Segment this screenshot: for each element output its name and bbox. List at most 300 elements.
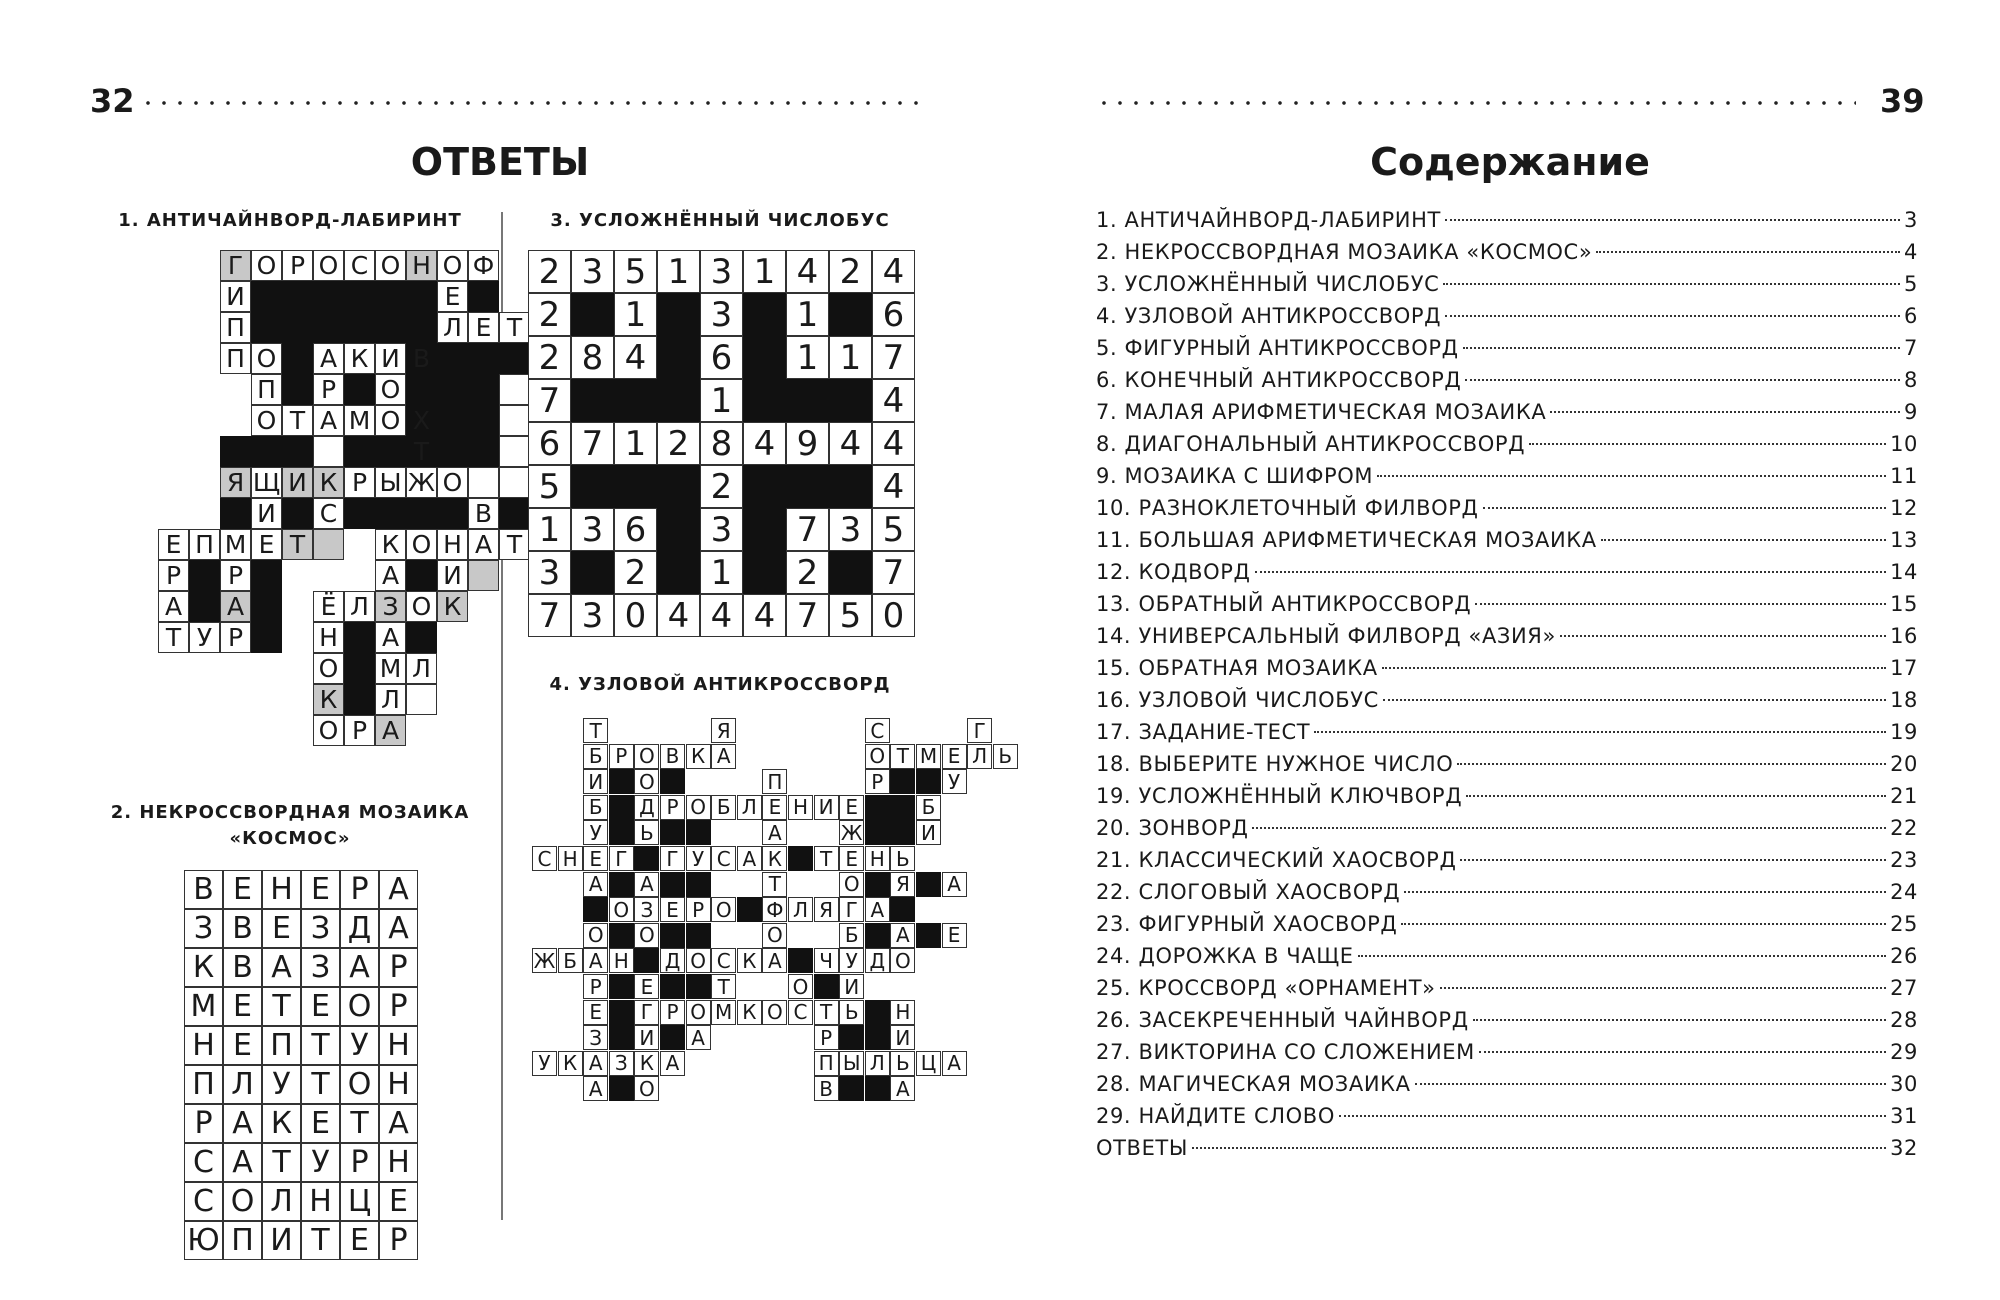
letter-cell: Ь [634, 820, 659, 845]
letter-cell: У [532, 1051, 557, 1076]
letter-cell: Е [762, 795, 787, 820]
toc-leader-dots [1440, 987, 1886, 989]
letter-cell: Л [223, 1065, 262, 1104]
toc-entry-title: 4. УЗЛОВОЙ АНТИКРОССВОРД [1096, 304, 1442, 328]
toc-entry-page: 24 [1890, 880, 1918, 904]
toc-leader-dots [1339, 1115, 1886, 1117]
toc-entry[interactable] [1096, 880, 1918, 912]
letter-cell: Р [660, 1000, 685, 1025]
letter-cell: З [634, 897, 659, 922]
letter-cell: Н [379, 1143, 418, 1182]
letter-cell: Д [340, 909, 379, 948]
letter-cell: А [942, 1051, 967, 1076]
letter-cell: Н [865, 846, 890, 871]
toc-entry[interactable] [1096, 336, 1918, 368]
toc-entry-title: 8. ДИАГОНАЛЬНЫЙ АНТИКРОССВОРД [1096, 432, 1526, 456]
toc-entry-page: 31 [1890, 1104, 1918, 1128]
letter-cell: Ь [890, 1051, 915, 1076]
letter-cell: Р [344, 715, 375, 746]
toc-entry[interactable] [1096, 208, 1918, 240]
letter-cell: О [251, 343, 282, 374]
table-of-contents [1096, 208, 1918, 1168]
toc-entry[interactable] [1096, 1104, 1918, 1136]
letter-cell: К [737, 948, 762, 973]
letter-cell: А [583, 1076, 608, 1101]
digit-cell: 4 [614, 336, 657, 379]
letter-cell: И [890, 1025, 915, 1050]
digit-cell: 1 [829, 336, 872, 379]
letter-cell: А [375, 715, 406, 746]
toc-entry-title: 17. ЗАДАНИЕ-ТЕСТ [1096, 720, 1311, 744]
letter-cell: Р [583, 974, 608, 999]
letter-cell: О [634, 744, 659, 769]
digit-cell: 3 [700, 508, 743, 551]
black-cell [657, 293, 700, 336]
digit-cell: 6 [700, 336, 743, 379]
toc-entry[interactable] [1096, 400, 1918, 432]
black-cell [282, 312, 313, 343]
black-cell [406, 312, 437, 343]
letter-cell: Л [788, 897, 813, 922]
letter-cell [313, 529, 344, 560]
black-cell [788, 846, 813, 871]
toc-entry-page: 32 [1890, 1136, 1918, 1160]
black-cell [609, 1076, 634, 1101]
letter-cell: И [634, 1025, 659, 1050]
black-cell [220, 498, 251, 529]
letter-cell: Ц [916, 1051, 941, 1076]
toc-entry-title: 20. ЗОНВОРД [1096, 816, 1249, 840]
black-cell [657, 508, 700, 551]
toc-entry-page: 22 [1890, 816, 1918, 840]
digit-cell: 5 [829, 594, 872, 637]
black-cell [890, 820, 915, 845]
toc-entry-title: 10. РАЗНОКЛЕТОЧНЫЙ ФИЛВОРД [1096, 496, 1479, 520]
letter-cell: Е [468, 312, 499, 343]
letter-cell: Т [711, 974, 736, 999]
toc-entry[interactable] [1096, 944, 1918, 976]
letter-cell: Е [437, 281, 468, 312]
letter-cell: А [375, 560, 406, 591]
digit-cell: 4 [872, 465, 915, 508]
black-cell [313, 312, 344, 343]
toc-leader-dots [1252, 827, 1886, 829]
black-cell [865, 1000, 890, 1025]
letter-cell: Е [223, 1026, 262, 1065]
letter-cell: А [942, 872, 967, 897]
black-cell [437, 405, 468, 436]
toc-entry-page: 25 [1890, 912, 1918, 936]
black-cell [657, 551, 700, 594]
black-cell [344, 281, 375, 312]
black-cell [743, 293, 786, 336]
toc-entry[interactable] [1096, 528, 1918, 560]
letter-cell: Н [379, 1026, 418, 1065]
letter-cell: З [609, 1051, 634, 1076]
letter-cell: Р [220, 560, 251, 591]
letter-cell: С [184, 1143, 223, 1182]
black-cell [660, 1025, 685, 1050]
black-cell [743, 551, 786, 594]
letter-cell: В [223, 909, 262, 948]
letter-cell: В [814, 1076, 839, 1101]
digit-cell: 3 [528, 551, 571, 594]
letter-cell: О [313, 715, 344, 746]
digit-cell: 2 [786, 551, 829, 594]
digit-cell: 1 [614, 422, 657, 465]
digit-cell: 3 [571, 250, 614, 293]
letter-cell: Т [301, 1065, 340, 1104]
letter-cell: С [711, 948, 736, 973]
toc-entry[interactable] [1096, 752, 1918, 784]
toc-leader-dots [1460, 859, 1886, 861]
black-cell [786, 379, 829, 422]
digit-cell: 4 [743, 594, 786, 637]
digit-cell: 7 [786, 594, 829, 637]
black-cell [344, 312, 375, 343]
letter-cell: Л [737, 795, 762, 820]
black-cell [865, 795, 890, 820]
letter-cell: А [220, 591, 251, 622]
letter-cell: Т [499, 529, 530, 560]
answers-title: ОТВЕТЫ [410, 140, 590, 184]
black-cell [571, 465, 614, 508]
letter-cell: У [839, 948, 864, 973]
digit-cell: 1 [657, 250, 700, 293]
black-cell [437, 374, 468, 405]
black-cell [865, 1025, 890, 1050]
letter-cell: Я [220, 467, 251, 498]
letter-cell: А [762, 820, 787, 845]
toc-entry-page: 4 [1904, 240, 1918, 264]
black-cell [282, 374, 313, 405]
toc-entry-page: 17 [1890, 656, 1918, 680]
black-cell [839, 1076, 864, 1101]
letter-cell: О [609, 897, 634, 922]
letter-cell: О [406, 529, 437, 560]
toc-entry-title: 19. УСЛОЖНЁННЫЙ КЛЮЧВОРД [1096, 784, 1463, 808]
letter-cell: Р [313, 374, 344, 405]
letter-cell: Ю [184, 1221, 223, 1260]
black-cell [660, 974, 685, 999]
letter-cell: Я [711, 718, 736, 743]
letter-cell: А [313, 405, 344, 436]
letter-cell: Е [301, 1104, 340, 1143]
toc-entry[interactable] [1096, 432, 1918, 464]
letter-cell: Щ [252, 468, 281, 497]
section4-title: 4. УЗЛОВОЙ АНТИКРОССВОРД [549, 674, 891, 695]
letter-cell: Л [437, 312, 468, 343]
black-cell [468, 281, 499, 312]
digit-cell: 2 [700, 465, 743, 508]
letter-cell: В [223, 948, 262, 987]
black-cell [660, 923, 685, 948]
letter-cell: М [184, 987, 223, 1026]
toc-entry[interactable] [1096, 688, 1918, 720]
toc-leader-dots [1473, 1019, 1886, 1021]
letter-cell: Е [839, 795, 864, 820]
toc-entry[interactable] [1096, 1008, 1918, 1040]
letter-cell: О [375, 405, 406, 436]
letter-cell: М [220, 529, 251, 560]
black-cell [251, 312, 282, 343]
toc-entry[interactable] [1096, 1040, 1918, 1072]
letter-cell: Е [583, 846, 608, 871]
black-cell [609, 872, 634, 897]
toc-leader-dots [1377, 475, 1886, 477]
black-cell [251, 560, 282, 591]
letter-cell [468, 467, 499, 498]
digit-cell: 1 [614, 293, 657, 336]
toc-entry[interactable] [1096, 272, 1918, 304]
toc-entry-title: 29. НАЙДИТЕ СЛОВО [1096, 1104, 1335, 1128]
contents-title: Содержание [1370, 140, 1650, 184]
toc-entry-title: 26. ЗАСЕКРЕЧЕННЫЙ ЧАЙНВОРД [1096, 1008, 1469, 1032]
digit-cell: 3 [700, 293, 743, 336]
letter-cell: О [686, 948, 711, 973]
letter-cell: Г [220, 250, 251, 281]
toc-entry-title: 13. ОБРАТНЫЙ АНТИКРОССВОРД [1096, 592, 1472, 616]
toc-entry-title: ОТВЕТЫ [1096, 1136, 1188, 1160]
toc-entry[interactable] [1096, 304, 1918, 336]
toc-leader-dots [1314, 731, 1886, 733]
black-cell [657, 379, 700, 422]
toc-leader-dots [1404, 891, 1886, 893]
toc-leader-dots [1401, 923, 1886, 925]
letter-cell: Т [262, 987, 301, 1026]
letter-cell: Р [158, 560, 189, 591]
digit-cell: 2 [528, 293, 571, 336]
black-cell [829, 379, 872, 422]
toc-entry-title: 11. БОЛЬШАЯ АРИФМЕТИЧЕСКАЯ МОЗАИКА [1096, 528, 1597, 552]
letter-cell: Т [814, 1000, 839, 1025]
black-cell [890, 897, 915, 922]
letter-cell: Е [158, 529, 189, 560]
toc-entry[interactable] [1096, 1072, 1918, 1104]
digit-cell: 4 [829, 422, 872, 465]
letter-cell: Н [788, 795, 813, 820]
black-cell [406, 560, 437, 591]
black-cell [686, 974, 711, 999]
letter-cell [499, 436, 530, 467]
letter-cell: К [313, 684, 344, 715]
digit-cell: 8 [571, 336, 614, 379]
letter-cell: О [634, 923, 659, 948]
black-cell [571, 293, 614, 336]
section1-title: 1. АНТИЧАЙНВОРД-ЛАБИРИНТ [118, 210, 462, 231]
letter-cell: Т [262, 1143, 301, 1182]
digit-cell: 4 [872, 379, 915, 422]
letter-cell: П [189, 529, 220, 560]
toc-entry[interactable] [1096, 592, 1918, 624]
letter-cell: О [839, 872, 864, 897]
left-header-dots [140, 100, 920, 106]
toc-entry-title: 12. КОДВОРД [1096, 560, 1251, 584]
toc-entry-page: 11 [1890, 464, 1918, 488]
toc-entry-page: 8 [1904, 368, 1918, 392]
digit-cell: 4 [872, 422, 915, 465]
letter-cell: Е [379, 1182, 418, 1221]
toc-entry-page: 14 [1890, 560, 1918, 584]
black-cell [344, 684, 375, 715]
toc-entry-page: 26 [1890, 944, 1918, 968]
toc-entry-page: 30 [1890, 1072, 1918, 1096]
letter-cell: Ф [762, 897, 787, 922]
black-cell [890, 769, 915, 794]
letter-cell: У [301, 1143, 340, 1182]
letter-cell: Ь [993, 744, 1018, 769]
toc-entry[interactable] [1096, 720, 1918, 752]
black-cell [829, 465, 872, 508]
letter-cell: К [184, 948, 223, 987]
toc-leader-dots [1529, 443, 1886, 445]
black-cell [406, 281, 437, 312]
toc-entry-page: 20 [1890, 752, 1918, 776]
black-cell [660, 872, 685, 897]
toc-entry-title: 22. СЛОГОВЫЙ ХАОСВОРД [1096, 880, 1401, 904]
toc-entry[interactable] [1096, 368, 1918, 400]
toc-entry-title: 16. УЗЛОВОЙ ЧИСЛОБУС [1096, 688, 1379, 712]
digit-cell: 9 [786, 422, 829, 465]
toc-entry[interactable] [1096, 240, 1918, 272]
letter-cell: А [583, 872, 608, 897]
letter-cell [406, 684, 437, 715]
toc-leader-dots [1466, 795, 1886, 797]
toc-entry[interactable] [1096, 560, 1918, 592]
toc-leader-dots [1483, 507, 1887, 509]
letter-cell: И [814, 795, 839, 820]
black-cell [788, 948, 813, 973]
toc-entry-page: 16 [1890, 624, 1918, 648]
letter-cell: О [437, 250, 468, 281]
letter-cell: К [375, 529, 406, 560]
letter-cell: У [189, 622, 220, 653]
letter-cell: И [282, 467, 313, 498]
digit-cell: 1 [700, 551, 743, 594]
letter-cell: О [583, 923, 608, 948]
letter-cell: Я [890, 872, 915, 897]
black-cell [634, 948, 659, 973]
toc-entry[interactable] [1096, 1136, 1918, 1168]
black-cell [609, 769, 634, 794]
toc-entry-title: 6. КОНЕЧНЫЙ АНТИКРОССВОРД [1096, 368, 1462, 392]
toc-entry[interactable] [1096, 912, 1918, 944]
letter-cell: Р [184, 1104, 223, 1143]
toc-entry-page: 3 [1904, 208, 1918, 232]
letter-cell: Р [379, 1221, 418, 1260]
black-cell [660, 769, 685, 794]
toc-entry-title: 18. ВЫБЕРИТЕ НУЖНОЕ ЧИСЛО [1096, 752, 1454, 776]
letter-cell: А [379, 1104, 418, 1143]
letter-cell: И [916, 820, 941, 845]
toc-leader-dots [1479, 1051, 1886, 1053]
letter-cell: П [762, 769, 787, 794]
black-cell [916, 769, 941, 794]
letter-cell: И [220, 281, 251, 312]
letter-cell: Е [251, 529, 282, 560]
black-cell [571, 551, 614, 594]
letter-cell: Ч [814, 948, 839, 973]
toc-entry-page: 19 [1890, 720, 1918, 744]
letter-cell: Б [839, 923, 864, 948]
letter-cell: Л [262, 1182, 301, 1221]
letter-cell: Н [406, 250, 437, 281]
letter-cell: Р [340, 870, 379, 909]
digit-cell: 2 [657, 422, 700, 465]
letter-cell: О [223, 1182, 262, 1221]
toc-entry[interactable] [1096, 496, 1918, 528]
letter-cell: П [220, 343, 251, 374]
black-cell [468, 343, 499, 374]
black-cell [743, 336, 786, 379]
letter-cell: У [686, 846, 711, 871]
digit-cell: 7 [571, 422, 614, 465]
digit-cell: 5 [872, 508, 915, 551]
toc-entry[interactable] [1096, 816, 1918, 848]
toc-entry[interactable] [1096, 848, 1918, 880]
toc-entry[interactable] [1096, 784, 1918, 816]
black-cell [743, 465, 786, 508]
black-cell [609, 923, 634, 948]
letter-cell: А [379, 870, 418, 909]
toc-entry-page: 15 [1890, 592, 1918, 616]
letter-cell: У [262, 1065, 301, 1104]
letter-cell: П [262, 1026, 301, 1065]
letter-cell: Г [839, 897, 864, 922]
toc-leader-dots [1445, 219, 1900, 221]
letter-cell: К [762, 846, 787, 871]
toc-leader-dots [1415, 1083, 1886, 1085]
toc-entry[interactable] [1096, 464, 1918, 496]
letter-cell: П [223, 1221, 262, 1260]
black-cell [829, 293, 872, 336]
letter-cell: Г [609, 846, 634, 871]
letter-cell: И [375, 343, 406, 374]
letter-cell: Ж [406, 467, 437, 498]
letter-cell: Р [379, 948, 418, 987]
letter-cell: А [468, 529, 499, 560]
letter-cell: В [660, 744, 685, 769]
letter-cell: К [558, 1051, 583, 1076]
toc-entry[interactable] [1096, 624, 1918, 656]
right-page-number: 39 [1880, 82, 1925, 120]
black-cell [468, 436, 499, 467]
toc-entry-title: 24. ДОРОЖКА В ЧАЩЕ [1096, 944, 1354, 968]
letter-cell: И [437, 560, 468, 591]
toc-leader-dots [1550, 411, 1900, 413]
toc-entry-title: 27. ВИКТОРИНА СО СЛОЖЕНИЕМ [1096, 1040, 1475, 1064]
digit-cell: 5 [614, 250, 657, 293]
toc-entry-title: 7. МАЛАЯ АРИФМЕТИЧЕСКАЯ МОЗАИКА [1096, 400, 1547, 424]
letter-cell: Д [634, 795, 659, 820]
letter-cell: О [762, 1000, 787, 1025]
digit-cell: 1 [528, 508, 571, 551]
letter-cell: Ж [840, 820, 863, 845]
letter-cell: Н [301, 1182, 340, 1221]
digit-cell: 3 [829, 508, 872, 551]
black-cell [375, 312, 406, 343]
toc-entry[interactable] [1096, 656, 1918, 688]
letter-cell: Р [814, 1025, 839, 1050]
letter-cell: Т [762, 872, 787, 897]
letter-cell: К [686, 744, 711, 769]
letter-cell: Е [839, 846, 864, 871]
black-cell [375, 436, 406, 467]
black-cell [916, 923, 941, 948]
toc-entry[interactable] [1096, 976, 1918, 1008]
digit-cell: 3 [571, 594, 614, 637]
black-cell [251, 436, 282, 467]
